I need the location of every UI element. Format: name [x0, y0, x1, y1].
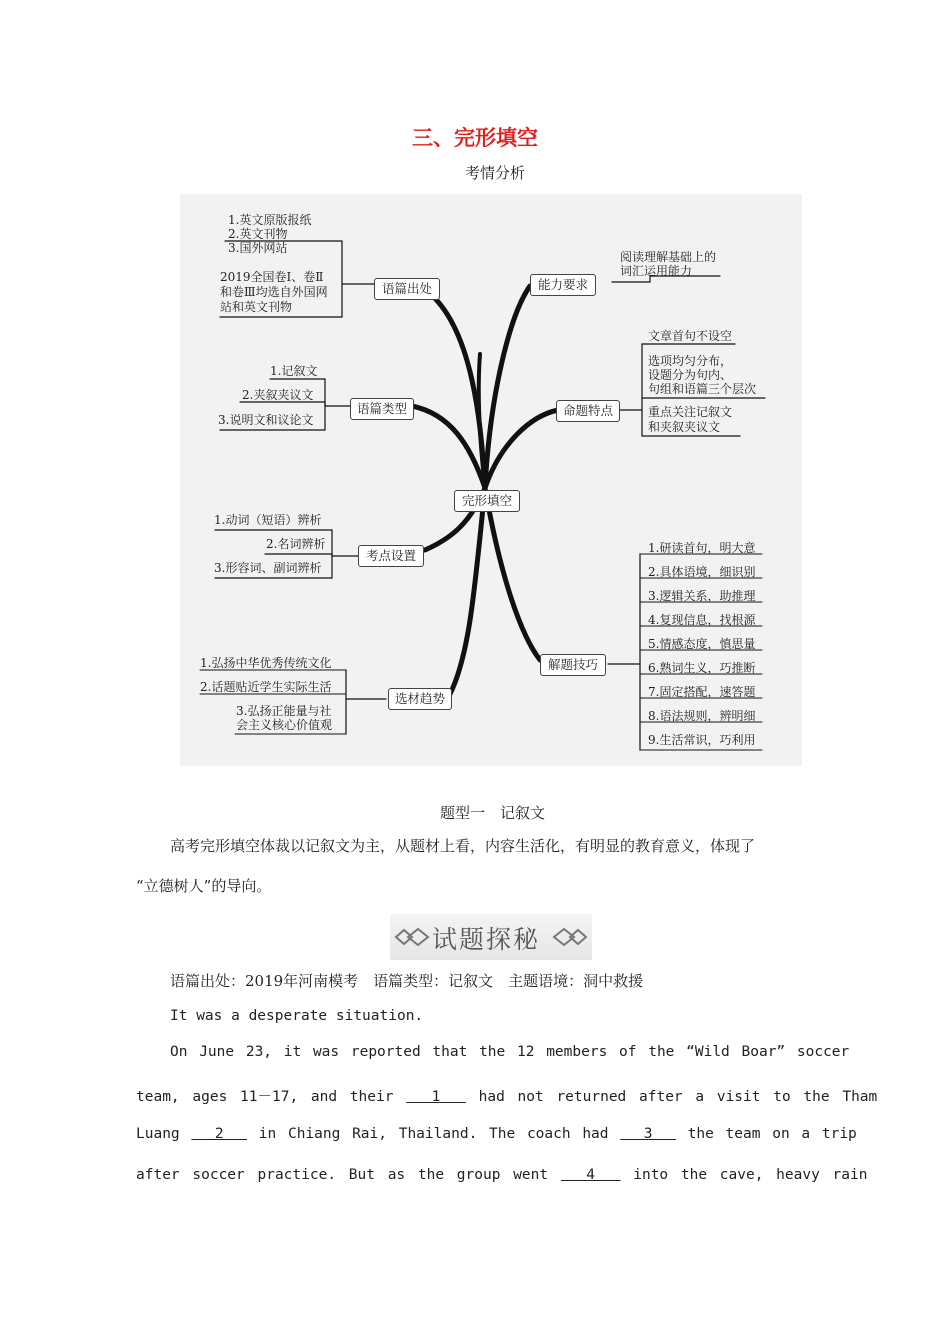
skills-item: 2.具体语境，细识别 — [648, 565, 756, 579]
intro-line: 高考完形填空体裁以记叙文为主，从题材上看，内容生活化，有明显的教育意义，体现了 — [170, 837, 756, 855]
page-subtitle: 考情分析 — [464, 164, 525, 182]
skills-item: 7.固定搭配，速答题 — [648, 685, 756, 699]
ability-note: 词汇运用能力 — [620, 264, 693, 278]
passage-text: into the cave, heavy rain — [633, 1167, 868, 1183]
passage-line-3 — [136, 1085, 877, 1106]
trends-item: 3.弘扬正能量与社 — [236, 704, 332, 718]
points-item: 3.形容词、副词辨析 — [214, 561, 322, 575]
section-banner — [390, 914, 592, 960]
mindmap-node-skills: 解题技巧 — [540, 654, 606, 676]
ability-note: 阅读理解基础上的 — [620, 250, 717, 264]
types-item: 2.夹叙夹议文 — [242, 388, 314, 402]
blank-1[interactable]: 1 — [406, 1089, 466, 1105]
features-item: 选项均匀分布， — [648, 354, 733, 368]
sources-note: 2019全国卷Ⅰ、卷Ⅱ — [220, 270, 324, 284]
skills-item: 5.情感态度，慎思量 — [648, 637, 756, 651]
mindmap-node-types: 语篇类型 — [350, 398, 414, 420]
skills-item: 8.语法规则，辨明细 — [648, 709, 756, 723]
passage-text: after soccer practice. But as the group went — [136, 1167, 549, 1183]
passage-meta: 语篇出处：2019年河南模考 语篇类型：记叙文 主题语境：洞中救援 — [170, 972, 644, 990]
points-item: 1.动词（短语）辨析 — [214, 513, 322, 527]
intro-line: “立德树人”的导向。 — [136, 877, 272, 895]
mindmap-center: 完形填空 — [454, 490, 520, 512]
mindmap-node-features: 命题特点 — [556, 400, 620, 422]
passage-text: Luang — [136, 1126, 180, 1142]
blank-3[interactable]: 3 — [620, 1126, 676, 1142]
blank-2[interactable]: 2 — [191, 1126, 248, 1142]
passage-line-5 — [136, 1167, 867, 1183]
features-item: 文章首句不设空 — [648, 329, 733, 343]
page-title: 三、完形填空 — [412, 126, 538, 150]
skills-item: 6.熟词生义，巧推断 — [648, 661, 756, 675]
features-item: 句组和语篇三个层次 — [648, 382, 757, 396]
features-item: 和夹叙夹议文 — [648, 420, 721, 434]
trends-item: 1.弘扬中华优秀传统文化 — [200, 656, 332, 670]
passage-text: team, ages 11－17, and their — [136, 1089, 394, 1105]
passage-line-1: It was a desperate situation. — [170, 1008, 424, 1024]
types-item: 3.说明文和议论文 — [218, 413, 314, 427]
types-item: 1.记叙文 — [270, 364, 318, 378]
mind-map — [180, 194, 802, 766]
trends-item: 会主义核心价值观 — [236, 718, 333, 732]
passage-text: had not returned after a visit to the Tham — [478, 1089, 878, 1105]
sources-note: 站和英文刊物 — [220, 300, 293, 314]
features-item: 设题分为句内、 — [648, 368, 733, 382]
skills-item: 9.生活常识，巧利用 — [648, 733, 756, 747]
passage-text: the team on a trip — [687, 1126, 857, 1142]
skills-item: 4.复现信息，找根源 — [648, 613, 756, 627]
blank-4[interactable]: 4 — [560, 1167, 621, 1183]
passage-line-4 — [136, 1126, 857, 1142]
passage-text: in Chiang Rai, Thailand. The coach had — [258, 1126, 609, 1142]
skills-item: 3.逻辑关系，助推理 — [648, 589, 756, 603]
section-heading: 题型一 记叙文 — [439, 804, 545, 822]
points-item: 2.名词辨析 — [266, 537, 326, 551]
passage-line-2: On June 23, it was reported that the 12 members of the “Wild Boar” soccer — [170, 1044, 850, 1060]
features-item: 重点关注记叙文 — [648, 405, 733, 419]
skills-item: 1.研读首句，明大意 — [648, 541, 756, 555]
trends-item: 2.话题贴近学生实际生活 — [200, 680, 332, 694]
sources-note: 和卷Ⅲ均选自外国网 — [220, 285, 328, 299]
sources-item: 1.英文原版报纸 — [228, 213, 312, 227]
mindmap-node-points: 考点设置 — [358, 545, 424, 567]
banner-title: 试题探秘 — [432, 925, 541, 954]
sources-item: 2.英文刊物 — [228, 227, 288, 241]
mindmap-node-ability: 能力要求 — [530, 274, 596, 296]
mindmap-node-trends: 选材趋势 — [388, 688, 452, 710]
mindmap-node-sources: 语篇出处 — [374, 278, 440, 300]
sources-item: 3.国外网站 — [228, 241, 288, 255]
